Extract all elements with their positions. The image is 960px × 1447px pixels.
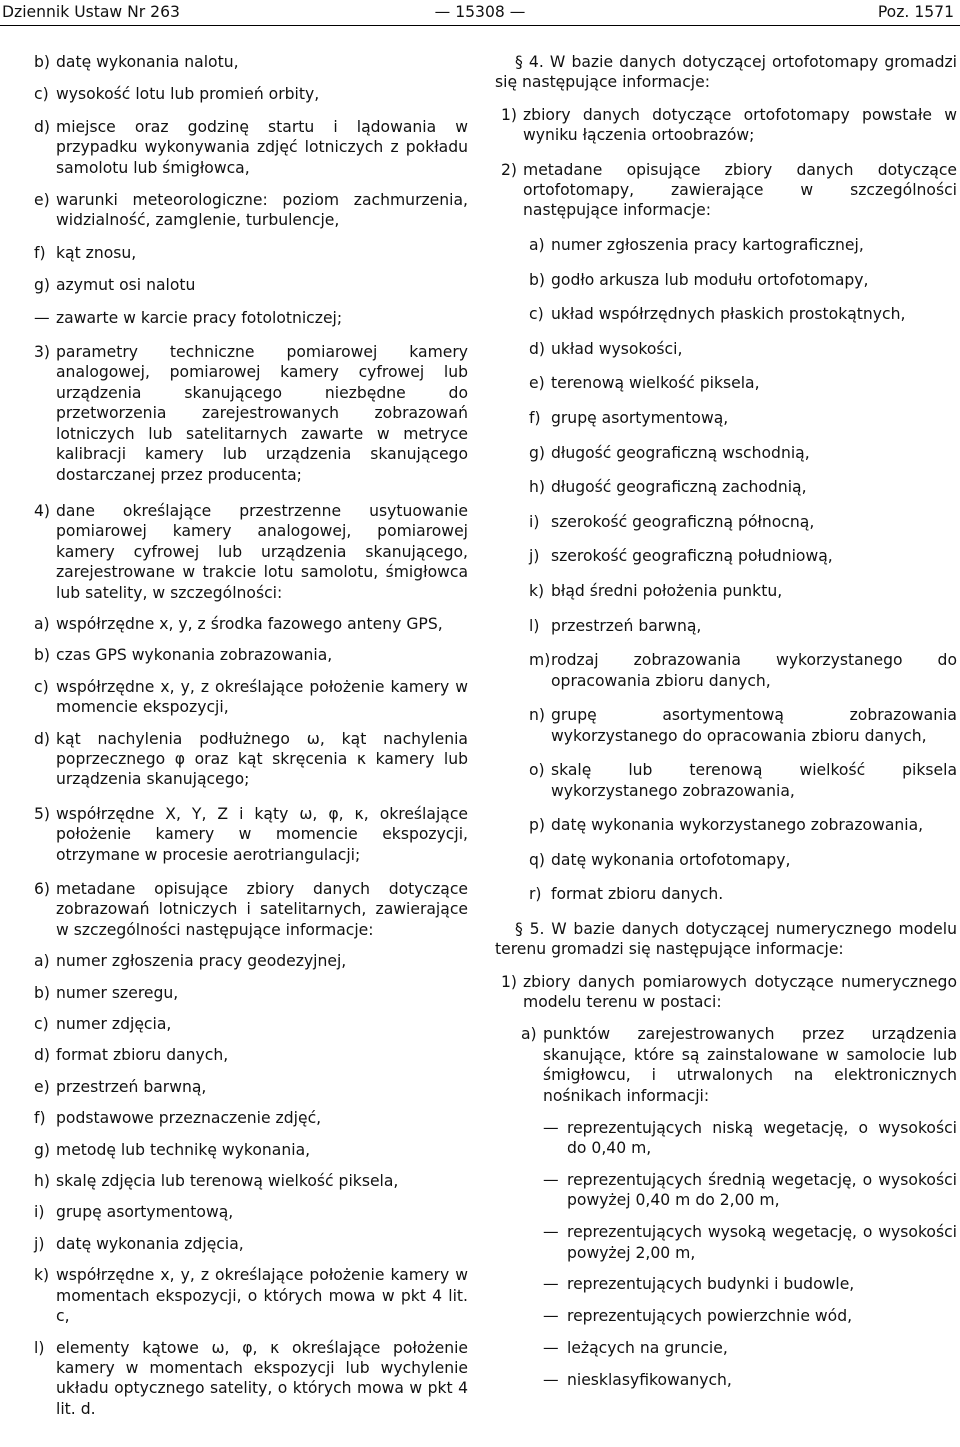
p4-list-item-2-subitems xyxy=(495,221,957,905)
sub-item-text: grupę asortymentową, xyxy=(551,409,729,427)
sub-item-label: j) xyxy=(529,547,540,566)
sub-item xyxy=(495,304,957,324)
sub-item xyxy=(495,235,957,255)
sub-item-text: datę wykonania wykorzystanego zobrazowania, xyxy=(551,816,924,835)
dash-item-label: — xyxy=(543,1223,559,1242)
sub-item xyxy=(495,512,957,532)
list-item-text: warunki meteorologiczne: poziom zachmurzenia, widzialność, zamglenie, turbulencje, xyxy=(56,191,468,230)
dash-item xyxy=(495,1338,957,1358)
list-item-6-subitems xyxy=(34,940,468,1419)
dash-item xyxy=(495,1306,957,1326)
dash-item-label: — xyxy=(543,1371,559,1390)
list-item-text: miejsce oraz godzinę startu i lądowania w przypadku wykonywania zdjęć lotniczych z pokładu samolotu lub śmigłowca, xyxy=(56,117,468,177)
sub-item-text: rodzaj zobrazowania wykorzystanego do opracowania zbioru danych, xyxy=(551,651,957,690)
sub-item xyxy=(495,373,957,393)
sub-item-text: współrzędne x, y, z określające położenie kamery w momencie ekspozycji, xyxy=(56,677,468,717)
sub-item xyxy=(495,408,957,428)
sub-item xyxy=(34,1045,468,1065)
sub-item xyxy=(495,650,957,691)
right-column xyxy=(495,52,957,1391)
sub-item-label: a) xyxy=(34,952,50,971)
sub-item xyxy=(495,705,957,746)
sub-item-text: układ współrzędnych płaskich prostokątnych, xyxy=(551,305,906,324)
sub-item-text: format zbioru danych. xyxy=(551,885,724,904)
sub-item xyxy=(34,1077,468,1097)
sub-item xyxy=(34,983,468,1003)
dash-item xyxy=(495,1170,957,1211)
dash-item-label: — xyxy=(543,1118,559,1137)
sub-item-label: n) xyxy=(529,706,545,725)
sub-item-text: format zbioru danych, xyxy=(56,1046,229,1065)
sub-item-label: k) xyxy=(529,581,545,600)
sub-item-label: j) xyxy=(34,1234,45,1253)
sub-item-label: q) xyxy=(529,850,545,869)
dash-item xyxy=(495,1222,957,1263)
dash-item-text: reprezentujących wysoką wegetację, o wysokości powyżej 2,00 m, xyxy=(567,1223,957,1262)
sub-item-text: skalę zdjęcia lub terenową wielkość piksela, xyxy=(56,1172,399,1191)
sub-item-text: numer zgłoszenia pracy kartograficznej, xyxy=(551,236,864,255)
sub-item-label: k) xyxy=(34,1266,50,1285)
sub-item-label: c) xyxy=(34,1015,49,1034)
sub-item-text: długość geograficzną wschodnią, xyxy=(551,443,810,462)
sub-item-text: przestrzeń barwną, xyxy=(56,1077,207,1096)
dash-item xyxy=(495,1118,957,1159)
dash-item-label: — xyxy=(543,1339,559,1358)
dash-note: — zawarte w karcie pracy fotolotniczej; xyxy=(34,308,343,327)
position-number: Poz. 1571 xyxy=(877,3,954,21)
list-item xyxy=(34,52,468,72)
dash-mark: — xyxy=(34,308,50,327)
p5-list-item-1: 1) zbiory danych pomiarowych dotyczące numerycznego modelu terenu w postaci: xyxy=(501,972,957,1011)
sub-item-label: b) xyxy=(34,646,50,665)
list-item xyxy=(34,117,468,178)
dash-item-text: reprezentujących powierzchnie wód, xyxy=(567,1307,853,1326)
sub-item-text: podstawowe przeznaczenie zdjęć, xyxy=(56,1109,322,1128)
list-item-label: b) xyxy=(34,53,50,71)
list-item-4-subitems xyxy=(34,603,468,790)
sub-item xyxy=(34,1014,468,1034)
list-item-6: 6) metadane opisujące zbiory danych dotyczące zobrazowań lotniczych i satelitarnych, zawierające w szczególności następujące informacje: xyxy=(34,880,468,939)
p4-list-item-1: 1) zbiory danych dotyczące ortofotomapy powstałe w wyniku łączenia ortoobrazów; xyxy=(501,105,957,145)
list-item-label: g) xyxy=(34,276,50,295)
journal-title: Dziennik Ustaw Nr 263 xyxy=(2,3,180,21)
paragraph-4: § 4. W bazie danych dotyczącej ortofotomapy gromadzi się następujące informacje: xyxy=(495,53,957,92)
sub-item xyxy=(34,1108,468,1128)
left-column xyxy=(34,52,468,1419)
sub-item-label: o) xyxy=(529,761,545,780)
sub-item xyxy=(495,443,957,463)
sub-item-label: h) xyxy=(529,478,545,497)
sub-item-label: f) xyxy=(529,409,541,427)
dash-item-text: reprezentujących średnią wegetację, o wysokości powyżej 0,40 m do 2,00 m, xyxy=(567,1170,957,1210)
sub-item xyxy=(34,1234,468,1254)
p5-dash-list xyxy=(495,1106,957,1391)
sub-item xyxy=(495,477,957,497)
sub-item-text: numer szeregu, xyxy=(56,983,179,1002)
sub-item xyxy=(34,1140,468,1160)
list-item xyxy=(34,275,468,295)
list-item xyxy=(34,84,468,104)
sub-item-label: c) xyxy=(529,305,544,324)
sub-item xyxy=(34,1265,468,1326)
sub-item-label: a) xyxy=(529,236,545,255)
dash-item-label: — xyxy=(543,1307,559,1326)
sub-item-text: szerokość geograficzną północną, xyxy=(551,512,815,531)
sub-item xyxy=(495,270,957,290)
sub-item-label: h) xyxy=(34,1172,50,1191)
sub-item xyxy=(495,760,957,801)
sub-item-text: szerokość geograficzną południową, xyxy=(551,547,833,566)
dash-item-text: niesklasyfikowanych, xyxy=(567,1371,732,1390)
sub-item xyxy=(495,616,957,636)
sub-item-label: d) xyxy=(34,729,50,748)
paragraph-5: § 5. W bazie danych dotyczącej numerycznego modelu terenu gromadzi się następujące informacje: xyxy=(495,919,957,959)
sub-item-label: m) xyxy=(529,651,551,670)
sub-item xyxy=(495,850,957,870)
list-item-5: 5) współrzędne X, Y, Z i kąty ω, φ, κ, określające położenie kamery w momencie ekspozycji, otrzymane w procesie aerotriangulacji; xyxy=(34,804,468,864)
dash-item-text: reprezentujących niską wegetację, o wysokości do 0,40 m, xyxy=(567,1118,957,1157)
sub-item-label: b) xyxy=(34,983,50,1002)
list-item-text: datę wykonania nalotu, xyxy=(56,53,239,71)
list-item-label: c) xyxy=(34,85,49,104)
dash-item-label: — xyxy=(543,1275,559,1294)
list-item-text: kąt znosu, xyxy=(56,243,137,262)
sub-item-label: g) xyxy=(34,1140,50,1159)
sub-item-text: przestrzeń barwną, xyxy=(551,616,702,635)
sub-item xyxy=(34,677,468,718)
list-item-label: e) xyxy=(34,191,50,210)
sub-item-label: a) xyxy=(34,614,50,633)
dash-item xyxy=(495,1370,957,1390)
list-item-text: wysokość lotu lub promień orbity, xyxy=(56,85,320,104)
sub-item-label: d) xyxy=(529,339,545,358)
sub-item-text: datę wykonania ortofotomapy, xyxy=(551,850,791,869)
sub-item-label: p) xyxy=(529,816,545,835)
sub-item xyxy=(34,645,468,665)
list-item-4: 4) dane określające przestrzenne usytuowanie pomiarowej kamery analogowej, pomiarowej kamery cyfrowej lub urządzenia skanującego, zarejestrowane w trakcie lotu samolotu, śmigłowca lub satelity, w szczególności: xyxy=(34,501,468,602)
sub-item xyxy=(495,884,957,904)
header-rule xyxy=(0,25,960,26)
sub-item-text: metodę lub technikę wykonania, xyxy=(56,1140,311,1159)
sub-item-text: elementy kątowe ω, φ, κ określające położenie kamery w momentach ekspozycji lub wychylenie układu optycznego satelity, o których mowa w pkt 4 lit. d. xyxy=(56,1338,468,1418)
sub-item-label: b) xyxy=(529,270,545,289)
list-item-label: f) xyxy=(34,243,46,262)
sub-item xyxy=(34,951,468,971)
sub-item-text: błąd średni położenia punktu, xyxy=(551,581,783,600)
page-number: — 15308 — xyxy=(434,3,526,21)
sub-item-label: c) xyxy=(34,677,49,696)
sub-item xyxy=(34,1171,468,1191)
page-header xyxy=(0,0,960,26)
dash-item-text: leżących na gruncie, xyxy=(567,1339,728,1358)
list-item xyxy=(34,243,468,263)
sub-item-text: datę wykonania zdjęcia, xyxy=(56,1234,244,1253)
sub-item-label: e) xyxy=(529,374,545,393)
sub-item-text: skalę lub terenową wielkość piksela wykorzystanego zobrazowania, xyxy=(551,761,957,800)
sub-item-text: terenową wielkość piksela, xyxy=(551,374,760,393)
sub-item xyxy=(34,1202,468,1222)
sub-item-text: współrzędne x, y, z środka fazowego anteny GPS, xyxy=(56,614,443,633)
sub-item xyxy=(495,581,957,601)
sub-item-label: i) xyxy=(529,512,540,531)
sub-item-text: numer zgłoszenia pracy geodezyjnej, xyxy=(56,952,347,971)
list-b-g xyxy=(34,52,468,308)
sub-item-text: kąt nachylenia podłużnego ω, kąt nachylenia poprzecznego φ oraz kąt skręcenia κ kamery lub urządzenia skanującego; xyxy=(56,729,468,789)
sub-item-label: f) xyxy=(34,1109,46,1128)
sub-item-label: l) xyxy=(529,616,540,635)
list-item-label: d) xyxy=(34,117,50,136)
sub-item-label: i) xyxy=(34,1203,45,1222)
p5-list-item-1a: a) punktów zarejestrowanych przez urządzenia skanujące, które są zainstalowane w samolocie lub śmigłowcu, i utrwalonych na elektronicznych nośnikach informacji: xyxy=(521,1025,957,1105)
dash-item-text: reprezentujących budynki i budowle, xyxy=(567,1275,855,1294)
sub-item xyxy=(34,729,468,790)
sub-item-label: r) xyxy=(529,885,542,904)
sub-item xyxy=(34,1338,468,1420)
sub-item-text: współrzędne x, y, z określające położenie kamery w momentach ekspozycji, o których mowa w pkt 4 lit. c, xyxy=(56,1266,468,1326)
sub-item-text: czas GPS wykonania zobrazowania, xyxy=(56,646,333,665)
list-item-text: azymut osi nalotu xyxy=(56,276,196,295)
sub-item-label: e) xyxy=(34,1077,50,1096)
sub-item-label: l) xyxy=(34,1338,45,1357)
p4-list-item-2: 2) metadane opisujące zbiory danych dotyczące ortofotomapy, zawierające w szczególności następujące informacje: xyxy=(501,160,957,220)
sub-item-text: długość geograficzną zachodnią, xyxy=(551,478,807,497)
list-item xyxy=(34,190,468,231)
sub-item xyxy=(34,614,468,634)
sub-item-text: grupę asortymentową, xyxy=(56,1203,234,1222)
sub-item xyxy=(495,339,957,359)
sub-item-text: grupę asortymentową zobrazowania wykorzystanego do opracowania zbioru danych, xyxy=(551,706,957,745)
sub-item-text: układ wysokości, xyxy=(551,339,683,358)
sub-item-label: d) xyxy=(34,1046,50,1065)
sub-item-label: g) xyxy=(529,443,545,462)
dash-item-label: — xyxy=(543,1170,559,1189)
sub-item-text: numer zdjęcia, xyxy=(56,1015,172,1034)
list-item-3: 3) parametry techniczne pomiarowej kamery analogowej, pomiarowej kamery cyfrowej lub urządzenia skanującego niezbędne do przetworzenia zarejestrowanych zobrazowań lotniczych lub satelitarnych zawarte w metryce kalibracji kamery lub urządzenia skanującego dostarczanej przez producenta; xyxy=(34,343,468,484)
sub-item-text: godło arkusza lub modułu ortofotomapy, xyxy=(551,270,869,289)
sub-item xyxy=(495,815,957,835)
dash-item xyxy=(495,1274,957,1294)
sub-item xyxy=(495,546,957,566)
